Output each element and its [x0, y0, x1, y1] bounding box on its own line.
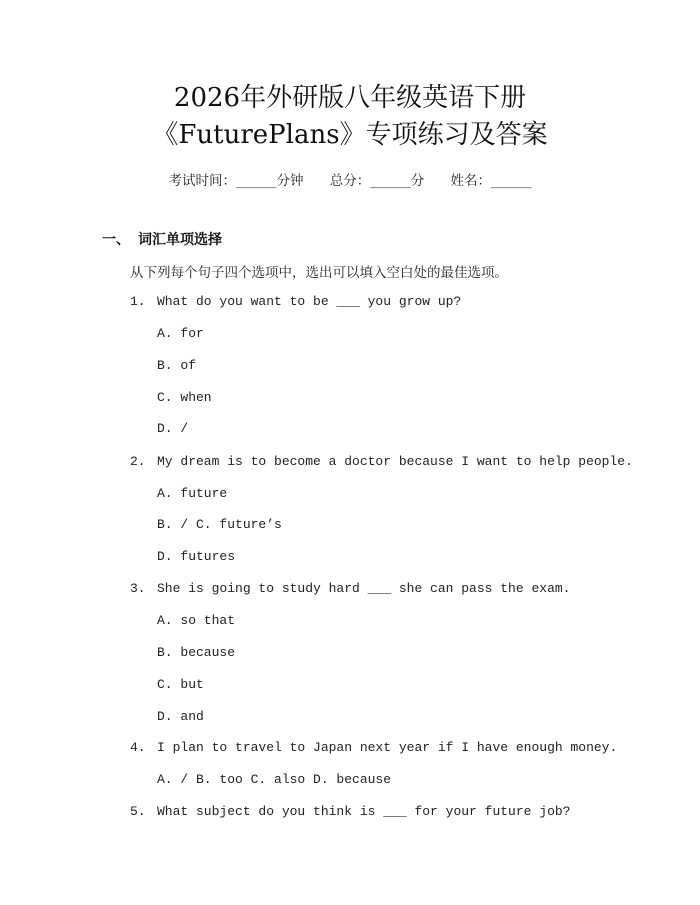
question-number: 2.: [130, 454, 146, 469]
exam-time-field: 考试时间：______分钟: [168, 173, 304, 189]
page-title-line-1: 2026年外研版八年级英语下册: [173, 83, 527, 113]
answer-option: C. when: [157, 390, 212, 405]
section-number: 一、: [102, 232, 130, 248]
answer-option: A. / B. too C. also D. because: [157, 772, 392, 787]
answer-option: A. so that: [157, 613, 236, 628]
question-text: She is going to study hard ___ she can pass the exam.: [157, 581, 571, 596]
question-text: What subject do you think is ___ for your future job?: [157, 804, 571, 819]
question-number: 4.: [130, 740, 146, 755]
total-score-field: 总分：______分: [329, 173, 425, 189]
answer-option: C. but: [157, 677, 204, 692]
section-title: 词汇单项选择: [138, 232, 222, 248]
answer-option: D. /: [157, 421, 189, 436]
question-number: 5.: [130, 804, 146, 819]
question-number: 3.: [130, 581, 146, 596]
question-text: I plan to travel to Japan next year if I have enough money.: [157, 740, 618, 755]
page-title-line-2: 《FuturePlans》专项练习及答案: [152, 120, 548, 150]
section-heading: [102, 229, 222, 249]
answer-option: A. for: [157, 326, 204, 341]
answer-option: A. future: [157, 486, 228, 501]
question-number: 1.: [130, 294, 146, 309]
answer-option: D. futures: [157, 549, 236, 564]
exam-meta: [0, 169, 700, 189]
question-text: My dream is to become a doctor because I want to help people.: [157, 454, 633, 469]
answer-option: B. because: [157, 645, 236, 660]
student-name-field: 姓名：______: [450, 173, 532, 189]
question-text: What do you want to be ___ you grow up?: [157, 294, 462, 309]
section-instruction: 从下列每个句子四个选项中，选出可以填入空白处的最佳选项。: [130, 265, 508, 281]
answer-option: D. and: [157, 709, 204, 724]
answer-option: B. / C. future’s: [157, 517, 282, 532]
answer-option: B. of: [157, 358, 197, 373]
